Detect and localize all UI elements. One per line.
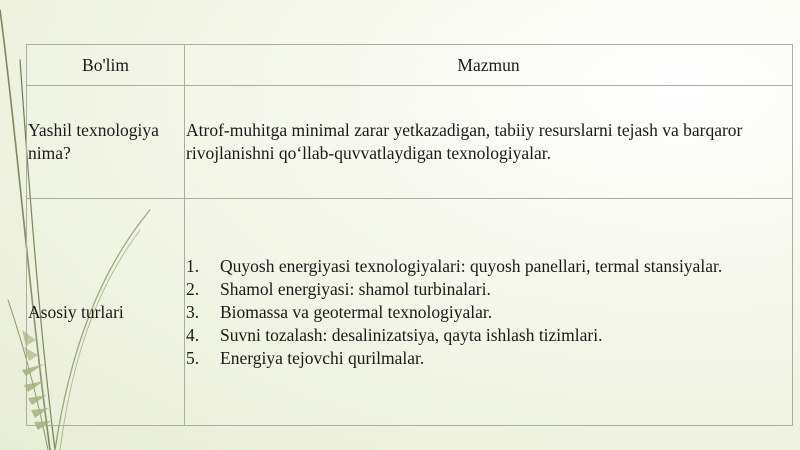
list-item-number: 5. [186, 347, 200, 368]
header-row [27, 45, 793, 86]
list-item-number: 1. [186, 255, 200, 276]
list-item [186, 255, 791, 278]
section-cell: Asosiy turlari [27, 199, 185, 426]
list-item-number: 3. [186, 301, 200, 322]
table-row [27, 199, 793, 426]
column-header-content: Mazmun [185, 45, 793, 86]
list-item-number: 4. [186, 324, 200, 345]
list-item [186, 347, 791, 370]
list-item-number: 2. [186, 278, 200, 299]
list-item-text: Energiya tejovchi qurilmalar. [220, 347, 425, 368]
list-item-text: Shamol energiyasi: shamol turbinalari. [220, 278, 491, 299]
list-item [186, 301, 791, 324]
content-table [26, 44, 793, 426]
column-header-section: Bo'lim [27, 45, 185, 86]
list-item-text: Biomassa va geotermal texnologiyalar. [220, 301, 493, 322]
list-item [186, 324, 791, 347]
list-item [186, 278, 791, 301]
content-cell [185, 199, 793, 426]
list-item-text: Suvni tozalash: desalinizatsiya, qayta ishlash tizimlari. [220, 324, 603, 345]
types-list [186, 255, 791, 370]
section-cell: Yashil texnologiya nima? [27, 86, 185, 199]
content-cell: Atrof-muhitga minimal zarar yetkazadigan, tabiiy resurslarni tejash va barqaror rivojlanishni qo‘llab-quvvatlaydigan texnologiyalar. [185, 86, 793, 199]
list-item-text: Quyosh energiyasi texnologiyalari: quyosh panellari, termal stansiyalar. [220, 255, 723, 276]
table-row [27, 86, 793, 199]
